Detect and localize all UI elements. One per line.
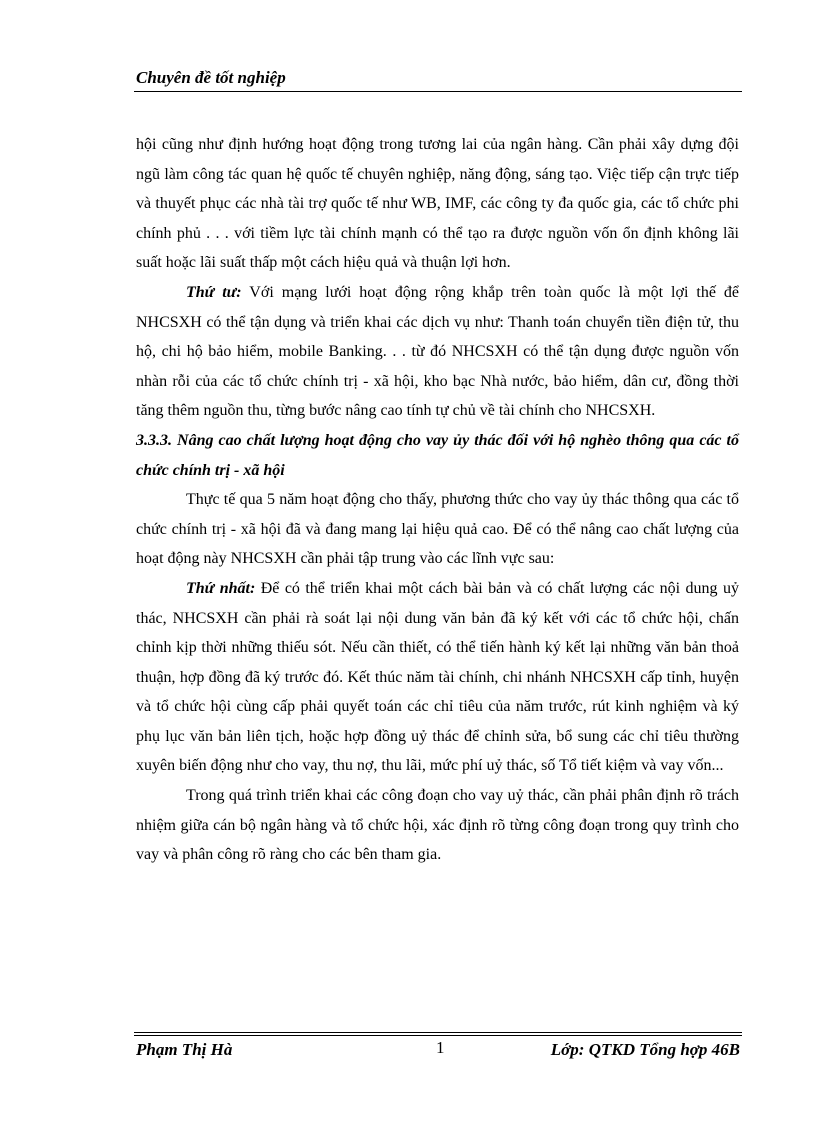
footer-author: Phạm Thị Hà <box>136 1040 233 1059</box>
paragraph-4-text: Để có thể triển khai một cách bài bản và có chất lượng các nội dung uỷ thác, NHCSXH cần phải rà soát lại nội dung văn bản đã ký kết với các tổ chức hội, chấn chỉnh kịp thời những thiếu sót. Nếu cần thiết, có thể tiến hành ký kết lại những văn bản thoả thuận, hợp đồng đã ký trước đó. Kết thúc năm tài chính, chi nhánh NHCSXH cấp tỉnh, huyện và tổ chức hội cùng cấp phải quyết toán các chỉ tiêu của năm trước, rút kinh nghiệm và ký phụ lục văn bản liên tịch, hoặc hợp đồng uỷ thác để chỉnh sửa, bổ sung các chỉ tiêu thường xuyên biến động như cho vay, thu nợ, thu lãi, mức phí uỷ thác, số Tổ tiết kiệm và vay vốn... <box>136 579 740 775</box>
paragraph-4 <box>136 574 739 781</box>
footer-divider-top <box>134 1032 742 1033</box>
paragraph-1: hội cũng như định hướng hoạt động trong tương lai của ngân hàng. Cần phải xây dựng đội ngũ làm công tác quan hệ quốc tế chuyên nghiệp, năng động, sáng tạo. Việc tiếp cận trực tiếp và thuyết phục các nhà tài trợ quốc tế như WB, IMF, các công ty đa quốc gia, các tổ chức phi chính phủ . . . với tiềm lực tài chính mạnh có thể tạo ra được nguồn vốn ổn định không lãi suất hoặc lãi suất thấp một cách hiệu quả và thuận lợi hơn. <box>136 136 739 272</box>
section-heading-3-3-3: 3.3.3. Nâng cao chất lượng hoạt động cho vay ủy thác đối với hộ nghèo thông qua các tổ chức chính trị - xã hội <box>136 431 739 479</box>
paragraph-3: Thực tế qua 5 năm hoạt động cho thấy, phương thức cho vay ủy thác thông qua các tổ chức chính trị - xã hội đã và đang mang lại hiệu quả cao. Để có thể nâng cao chất lượng của hoạt động này NHCSXH cần phải tập trung vào các lĩnh vực sau: <box>136 491 739 568</box>
document-body <box>136 130 739 870</box>
footer-class: Lớp: QTKD Tổng hợp 46B <box>550 1040 740 1059</box>
paragraph-2-label: Thứ tư: <box>186 283 242 301</box>
page-header-title: Chuyên đề tốt nghiệp <box>136 68 286 87</box>
paragraph-2 <box>136 278 739 426</box>
footer-divider-bottom <box>134 1035 742 1036</box>
header-divider <box>134 91 742 92</box>
paragraph-4-label: Thứ nhất: <box>186 579 256 597</box>
footer-page-number: 1 <box>436 1038 445 1057</box>
paragraph-2-text: Với mạng lưới hoạt động rộng khắp trên toàn quốc là một lợi thế để NHCSXH có thể tận dụng và triển khai các dịch vụ như: Thanh toán chuyển tiền điện tử, thu hộ, chi hộ bảo hiểm, mobile Banking. . . từ đó NHCSXH có thể tận dụng được nguồn vốn nhàn rỗi của các tổ chức chính trị - xã hội, kho bạc Nhà nước, bảo hiểm, dân cư, đồng thời tăng thêm nguồn thu, từng bước nâng cao tính tự chủ về tài chính cho NHCSXH. <box>136 283 739 420</box>
paragraph-5: Trong quá trình triển khai các công đoạn cho vay uỷ thác, cần phải phân định rõ trách nhiệm giữa cán bộ ngân hàng và tổ chức hội, xác định rõ từng công đoạn trong quy trình cho vay và phân công rõ ràng cho các bên tham gia. <box>136 787 739 864</box>
